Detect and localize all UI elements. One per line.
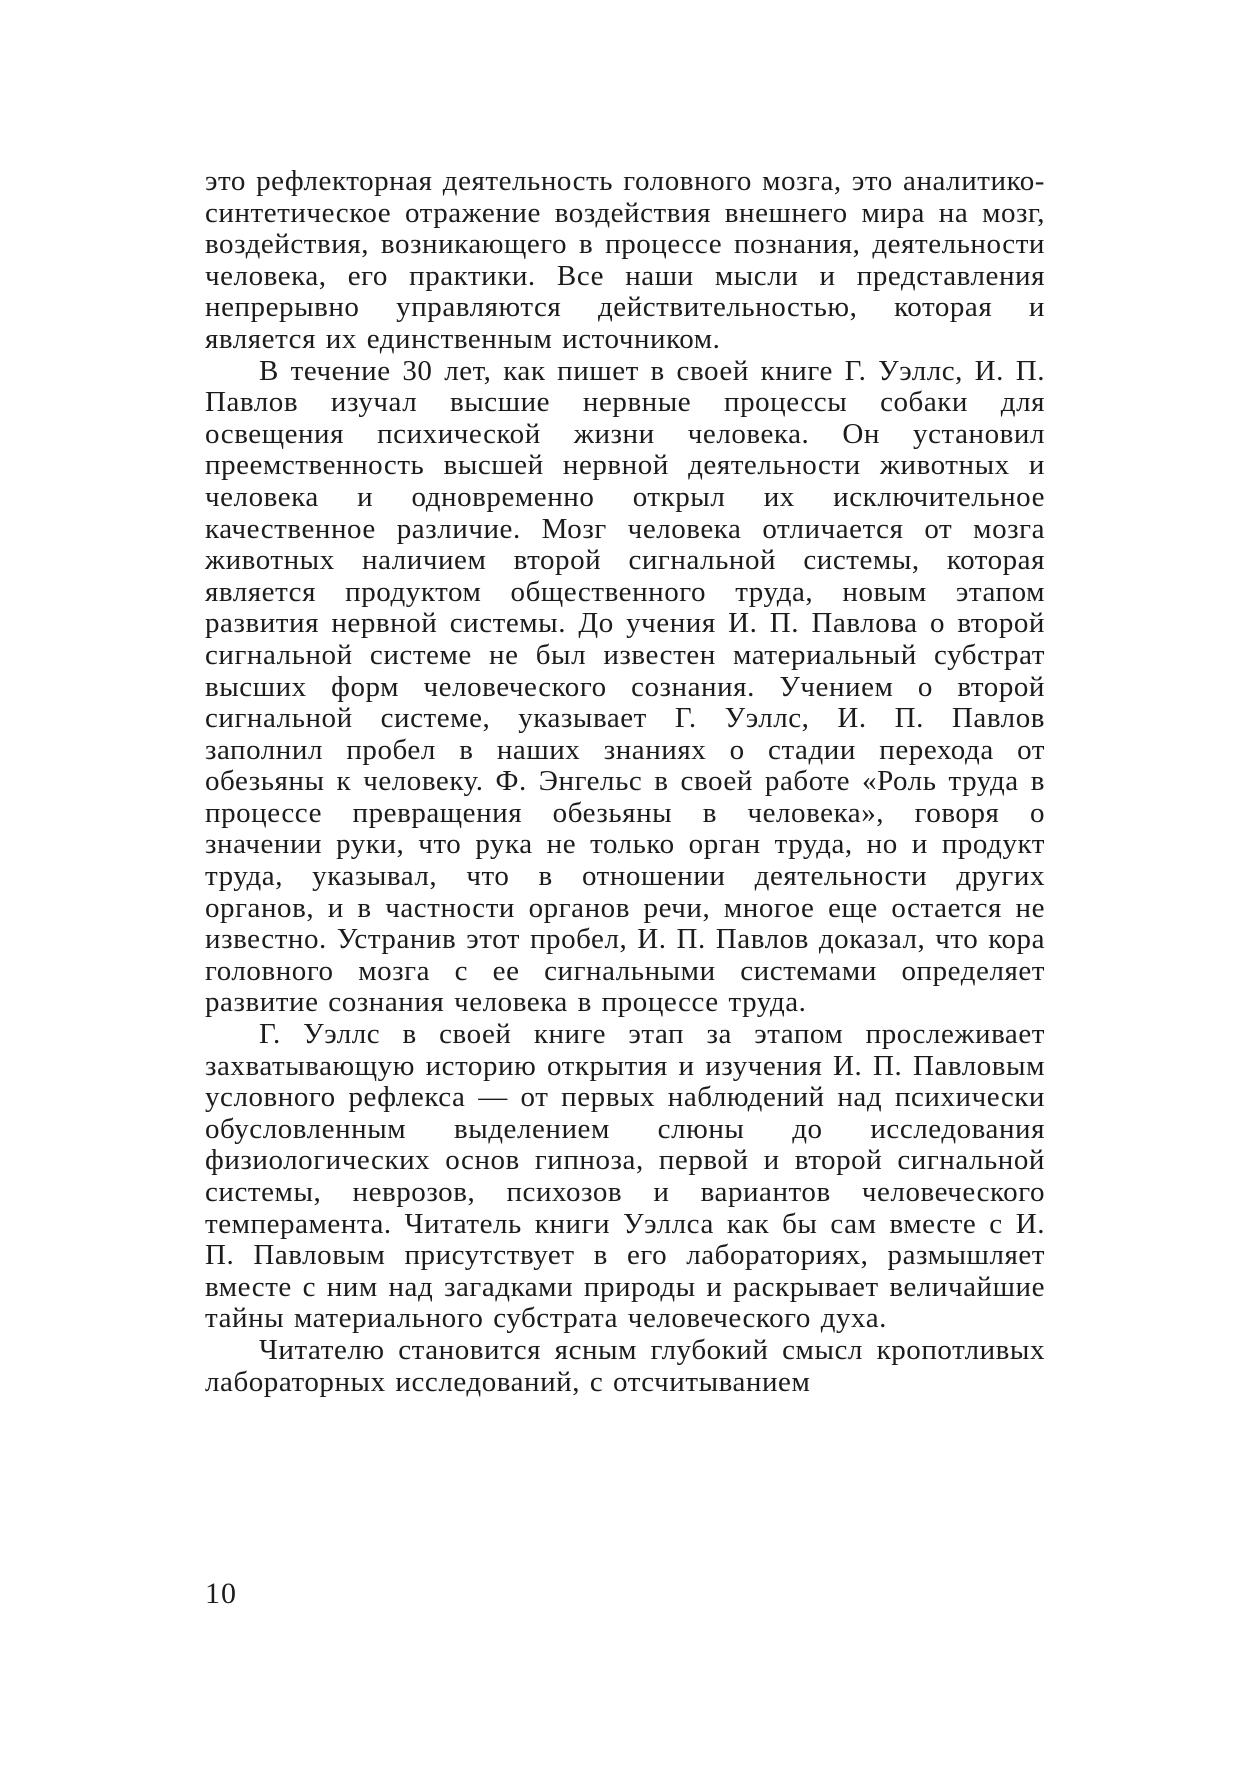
paragraph-continuation: это рефлекторная деятельность головного мозга, это аналитико-синтетическое отражение воздействия внешнего мира на мозг, воздействия, возникающего в процессе познания, деятельности человека, его практики. Все наши мысли и представления непрерывно управляются действительностью, которая и является их единственным источником. [205,165,1045,355]
paragraph-wells-book: Г. Уэллс в своей книге этап за этапом прослеживает захватывающую историю открытия и изучения И. П. Павловым условного рефлекса — от первых наблюдений над психически обусловленным выделением слюны до исследования физиологических основ гипноза, первой и второй сигнальной системы, неврозов, психозов и вариантов человеческого темперамента. Читатель книги Уэллса как бы сам вместе с И. П. Павловым присутствует в его лабораториях, размышляет вместе с ним над загадками природы и раскрывает величайшие тайны материального субстрата человеческого духа. [205,1018,1045,1335]
page-body [205,166,1045,1398]
paragraph-reader: Читателю становится ясным глубокий смысл кропотливых лабораторных исследований, с отсчитыванием [205,1333,1045,1398]
page-number: 10 [205,1577,237,1610]
paragraph-pavlov-research: В течение 30 лет, как пишет в своей книге Г. Уэллс, И. П. Павлов изучал высшие нервные процессы собаки для освещения психической жизни человека. Он установил преемственность высшей нервной деятельности животных и человека и одновременно открыл их исключительное качественное различие. Мозг человека отличается от мозга животных наличием второй сигнальной системы, которая является продуктом общественного труда, новым этапом развития нервной системы. До учения И. П. Павлова о второй сигнальной системе не был известен материальный субстрат высших форм человеческого сознания. Учением о второй сигнальной системе, указывает Г. Уэллс, И. П. Павлов заполнил пробел в наших знаниях о стадии перехода от обезьяны к человеку. Ф. Энгельс в своей работе «Роль труда в процессе превращения обезьяны в человека», говоря о значении руки, что рука не только орган труда, но и продукт труда, указывал, что в отношении деятельности других органов, и в частности органов речи, многое еще остается не известно. Устранив этот пробел, И. П. Павлов доказал, что кора головного мозга с ее сигнальными системами определяет развитие сознания человека в процессе труда. [205,354,1045,1019]
